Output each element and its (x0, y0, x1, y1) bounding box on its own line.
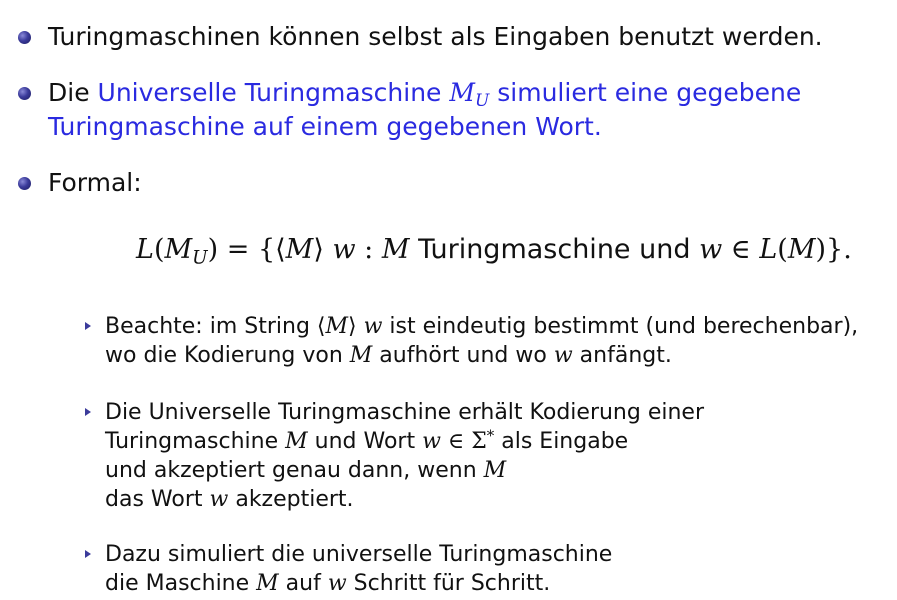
triangle-bullet-icon (85, 550, 91, 558)
bullet-ball-icon (18, 87, 31, 100)
subbullet-1-line-1: Beachte: im String ⟨M⟩ w ist eindeutig bestimmt (und berechenbar), (105, 314, 859, 339)
bullet-2-line-1: Die Universelle Turingmaschine $M_U$ simuliert eine gegebene (48, 78, 802, 112)
triangle-bullet-icon (85, 322, 91, 330)
bullet-ball-icon (18, 177, 31, 190)
subbullet-3-line-1: Dazu simuliert die universelle Turingmaschine (105, 542, 613, 567)
bullet-ball-icon (18, 31, 31, 44)
subbullet-3-line-2: die Maschine M auf w Schritt für Schritt. (105, 571, 551, 596)
subbullet-1-line-2: wo die Kodierung von M aufhört und wo w anfängt. (105, 343, 672, 368)
math-symbol-M: M (449, 78, 475, 107)
bullet-1-text: Turingmaschinen können selbst als Eingaben benutzt werden. (48, 22, 823, 51)
subbullet-2-line-1: Die Universelle Turingmaschine erhält Kodierung einer (105, 400, 705, 425)
subbullet-2-line-4: das Wort w akzeptiert. (105, 487, 354, 512)
formula-universal-tm: $L(M_U)$ = {⟨M⟩ w : M Turingmaschine und w ∈ L(M)}. (136, 234, 852, 269)
subbullet-2-line-3: und akzeptiert genau dann, wenn M (105, 458, 507, 483)
bullet-2-line-2: Turingmaschine auf einem gegebenen Wort. (48, 112, 602, 141)
bullet-3-text: Formal: (48, 168, 142, 197)
triangle-bullet-icon (85, 408, 91, 416)
subbullet-2-line-2: Turingmaschine M und Wort w ∈ Σ* als Eingabe (105, 426, 629, 454)
